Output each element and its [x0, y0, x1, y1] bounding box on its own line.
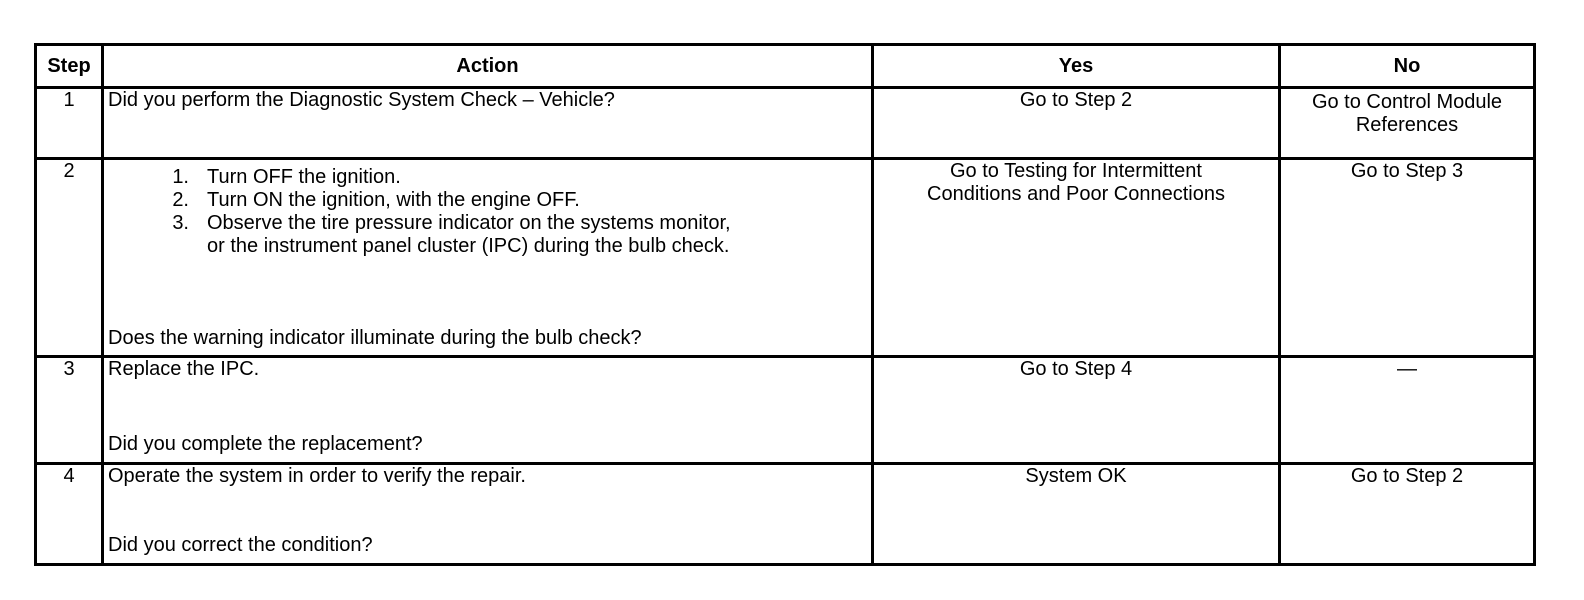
- header-no: No: [1280, 45, 1535, 88]
- list-item: [108, 189, 867, 212]
- action-cell: [103, 88, 873, 159]
- action-instruction: Operate the system in order to verify the repair.: [108, 465, 526, 487]
- substep-number: 1.: [172, 166, 189, 188]
- no-cell: [1280, 88, 1535, 159]
- substep-number: 3.: [172, 212, 189, 234]
- header-yes: Yes: [873, 45, 1280, 88]
- substep-text-continued: or the instrument panel cluster (IPC) during the bulb check.: [207, 235, 730, 257]
- substep-text: Observe the tire pressure indicator on the systems monitor,: [207, 212, 731, 234]
- substep-text: Turn ON the ignition, with the engine OFF.: [207, 189, 580, 211]
- no-cell: Go to Step 2: [1280, 464, 1535, 565]
- yes-text-line2: Conditions and Poor Connections: [927, 183, 1225, 205]
- step-number: 2: [36, 159, 103, 357]
- yes-text-line1: Go to Testing for Intermittent: [950, 160, 1202, 182]
- substep-text: Turn OFF the ignition.: [207, 166, 401, 188]
- diagnostic-table: [34, 43, 1536, 566]
- substep-list: [108, 166, 867, 258]
- table-row: [36, 357, 1535, 464]
- no-text-line2: References: [1355, 114, 1459, 136]
- no-cell: Go to Step 3: [1280, 159, 1535, 357]
- no-cell: —: [1280, 357, 1535, 464]
- table-row: [36, 88, 1535, 159]
- yes-cell: Go to Step 4: [873, 357, 1280, 464]
- action-question: Did you perform the Diagnostic System Check – Vehicle?: [108, 89, 615, 111]
- yes-cell: System OK: [873, 464, 1280, 565]
- no-text-line1: Go to Control Module: [1311, 91, 1503, 113]
- list-item: [108, 212, 867, 258]
- header-row: [36, 45, 1535, 88]
- yes-cell: [873, 159, 1280, 357]
- step-number: 3: [36, 357, 103, 464]
- header-action: Action: [103, 45, 873, 88]
- substep-text-block: [207, 212, 867, 258]
- action-question: Does the warning indicator illuminate during the bulb check?: [108, 327, 642, 349]
- action-question: Did you complete the replacement?: [108, 433, 423, 455]
- yes-cell: Go to Step 2: [873, 88, 1280, 159]
- list-item: [108, 166, 867, 189]
- action-question: Did you correct the condition?: [108, 534, 373, 556]
- header-step: Step: [36, 45, 103, 88]
- step-number: 1: [36, 88, 103, 159]
- action-instruction: Replace the IPC.: [108, 358, 260, 380]
- substep-number: 2.: [172, 189, 189, 211]
- table-row: [36, 159, 1535, 357]
- action-cell: [103, 159, 873, 357]
- action-cell: [103, 464, 873, 565]
- table-row: [36, 464, 1535, 565]
- action-cell: [103, 357, 873, 464]
- step-number: 4: [36, 464, 103, 565]
